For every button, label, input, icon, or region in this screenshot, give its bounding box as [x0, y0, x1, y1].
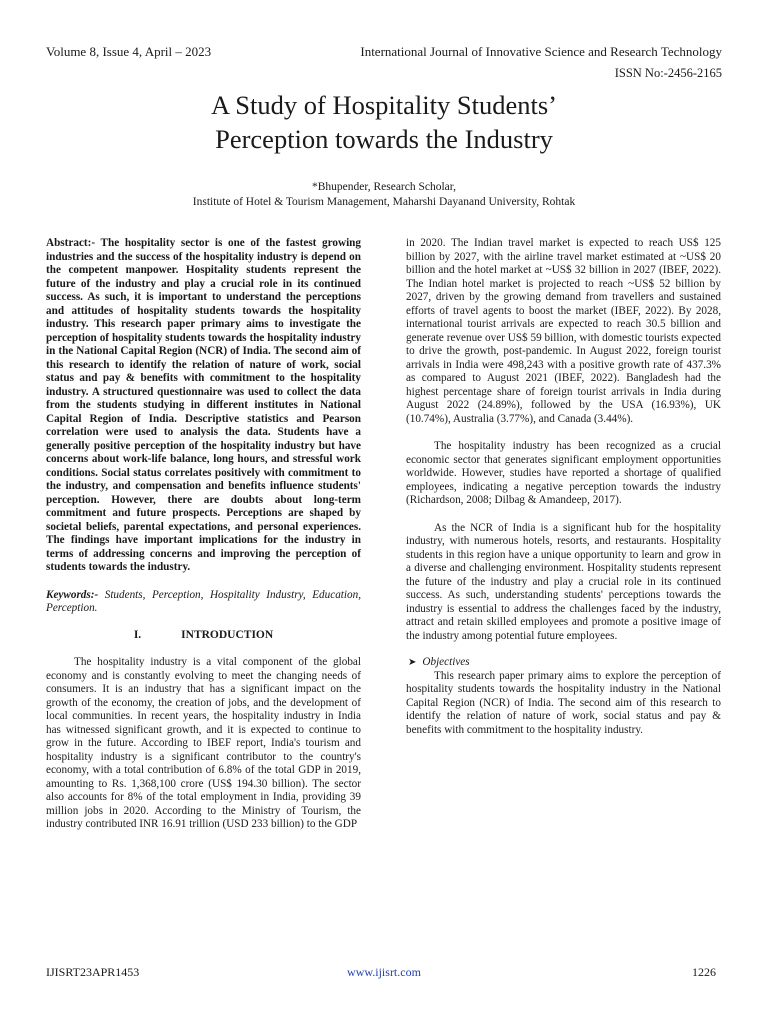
section-number: I. — [133, 628, 142, 641]
paper-title-line-2: Perception towards the Industry — [215, 124, 553, 154]
right-column — [406, 237, 721, 737]
page-number: 1226 — [692, 965, 716, 979]
keywords-text: Students, Perception, Hospitality Industry, Education, Perception. — [46, 588, 361, 614]
paper-title — [0, 88, 768, 156]
ncr-paragraph: As the NCR of India is a significant hub for the hospitality industry, with numerous hotels, resorts, and restaurants. Hospitality students in this region have a unique opportunity to learn and grow in a diverse and challenging environment. Hospitality students represent the future of the industry and play a crucial role in its continued success. As such, understanding students' perceptions towards the industry is essential to address the challenges faced by the industry, attract and retain skilled employees and promote a positive image of the industry among potential future employees. — [406, 521, 721, 642]
paper-id: IJISRT23APR1453 — [46, 965, 140, 979]
keywords — [46, 589, 361, 616]
recognition-paragraph: The hospitality industry has been recognized as a crucial economic sector that generates significant employment opportunities worldwide. However, studies have reported a shortage of qualified employees, indicating a negative perception towards the industry (Richardson, 2008; Dilbag & Amandeep, 2017). — [406, 440, 721, 506]
journal-volume: Volume 8, Issue 4, April – 2023 — [46, 44, 212, 59]
author-block — [0, 180, 768, 210]
journal-website-link[interactable]: www.ijisrt.com — [347, 965, 421, 979]
abstract: Abstract:- The hospitality sector is one of the fastest growing industries and the success of the hospitality industry is depend on the competent manpower. Hospitality students represent the future of the industry and play a crucial role in its continued success. As such, it is important to understand the perceptions and attitudes of hospitality students towards the hospitality industry. This research paper primary aims to investigate the perception of hospitality students towards the hospitality industry in the National Capital Region (NCR) of India. The second aim of this research to identify the relation of nature of work, social status and pay & benefits with commitment to the hospitality industry. A structured questionnaire was used to collect the data from the students studying in different institutes in National Capital Region of India. Descriptive statistics and Pearson correlation were used to analysis the data. Students have a generally positive perception of the hospitality industry but have concerns about work-life balance, long hours, and stressful work conditions. Social status correlates positively with commitment to the industry, and compensation and benefits influence students' perception. However, there are doubts about long-term commitment and future prospects. Perceptions are shaped by societal beliefs, parental expectations, and personal experiences. The findings have important implications for the industry in terms of addressing concerns and improving the perception of students towards the industry. — [46, 237, 361, 573]
section-heading-introduction — [46, 629, 361, 643]
objectives-heading — [406, 656, 721, 670]
journal-name: International Journal of Innovative Science and Research Technology — [360, 44, 722, 59]
issn: ISSN No:-2456-2165 — [614, 66, 722, 80]
introduction-paragraph: The hospitality industry is a vital component of the global economy and is constantly evolving to meet the changing needs of consumers. It is an industry that has a significant impact on the growth of the economy, the creation of jobs, and the development of local communities. In recent years, the hospitality industry in India has witnessed significant growth, and it is expected to continue to grow in the future. According to IBEF report, India's tourism and hospitality industry is a significant contributor to the country's economy, with a total contribution of 6.8% of the total GDP in 2019, amounting to Rs. 1,368,100 crore (US$ 194.30 billion). The sector also accounts for 8% of the total employment in India, providing 39 million jobs in 2020. According to the Ministry of Tourism, the industry contributed INR 16.91 trillion (USD 233 billion) to the GDP — [46, 656, 361, 830]
keywords-label: Keywords:- — [46, 588, 99, 601]
author-name: *Bhupender, Research Scholar, — [311, 181, 457, 193]
market-paragraph: in 2020. The Indian travel market is expected to reach US$ 125 billion by 2027, with the airline travel market estimated at ~US$ 20 billion and the hotel market at ~US$ 32 billion in 2027 (IBEF, 2022). The Indian hotel market is projected to reach ~US$ 52 billion by 2027, driven by the growing demand from travellers and sustained efforts of travel agents to boost the market (IBEF, 2022). By 2028, international tourist arrivals are expected to reach 30.5 billion and generate revenue over US$ 59 billion, with domestic tourists expected to drive the growth, post-pandemic. In August 2022, foreign tourist arrivals in India were 498,243 with a positive growth rate of 437.3% as compared to August 2021 (IBEF, 2022). Bangladesh had the highest percentage share of foreign tourist arrivals in India during August 2022 (24.89%), followed by the USA (16.93%), UK (10.74%), Australia (3.77%), and Canada (3.44%). — [406, 237, 721, 425]
arrowhead-bullet-icon: ➤ — [408, 657, 417, 668]
left-column — [46, 237, 361, 832]
author-affiliation: Institute of Hotel & Tourism Management, Maharshi Dayanand University, Rohtak — [192, 196, 576, 208]
section-title: INTRODUCTION — [181, 628, 274, 641]
paper-title-line-1: A Study of Hospitality Students’ — [211, 90, 557, 120]
objectives-heading-text: Objectives — [422, 656, 470, 668]
objectives-paragraph: This research paper primary aims to explore the perception of hospitality students towards the hospitality industry in the National Capital Region (NCR) of India. The second aim of this research to identify the relation of nature of work, social status and pay & benefits with commitment to the hospitality industry. — [406, 669, 721, 736]
